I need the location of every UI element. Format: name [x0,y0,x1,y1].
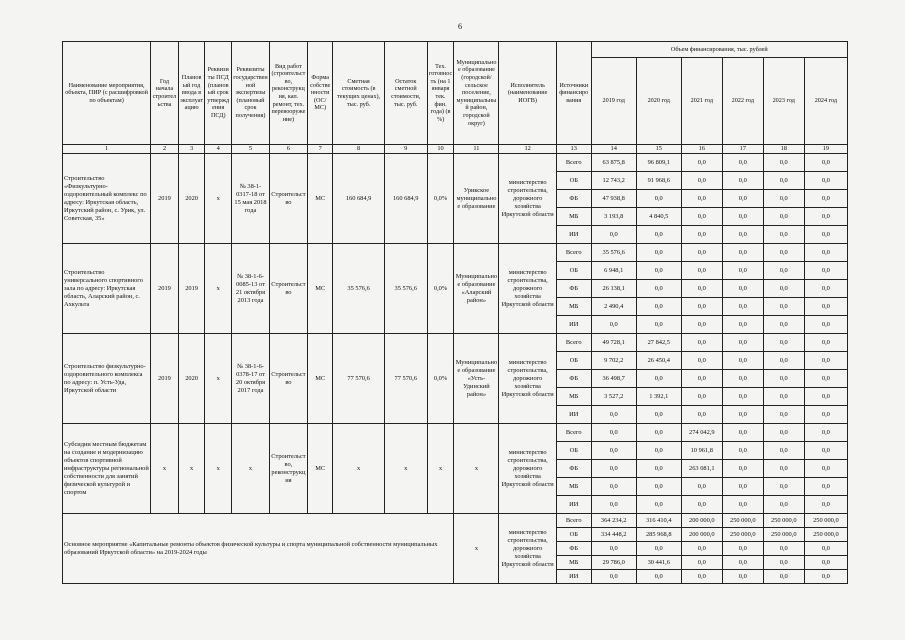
project-req-psd: х [205,334,232,424]
amount-cell: 2 490,4 [591,298,636,316]
amount-cell: 0,0 [636,542,681,556]
project-year-start: 2019 [151,334,179,424]
project-remaining: 35 576,6 [384,244,427,334]
amount-cell: 0,0 [636,424,681,442]
source-label: Всего [556,424,591,442]
amount-cell: 0,0 [636,460,681,478]
source-label: МБ [556,556,591,570]
source-label: ОБ [556,352,591,370]
amount-cell: 0,0 [722,424,763,442]
project-readiness: х [427,424,454,514]
amount-cell: 0,0 [636,190,681,208]
amount-cell: 0,0 [681,406,722,424]
amount-cell: 0,0 [722,370,763,388]
project-req-psd: х [205,244,232,334]
source-label: ФБ [556,460,591,478]
amount-cell: 0,0 [722,460,763,478]
page-number: 6 [458,22,462,31]
source-label: ОБ [556,172,591,190]
amount-cell: 250 000,0 [804,514,847,528]
amount-cell: 0,0 [681,244,722,262]
amount-cell: 0,0 [591,424,636,442]
source-label: ФБ [556,370,591,388]
amount-cell: 0,0 [591,226,636,244]
amount-cell: 6 948,1 [591,262,636,280]
project-req-expert: х [232,424,270,514]
header-work-type: Вид работ (строительство, реконструкция, кап. ремонт, тех. перевооружение) [269,42,307,145]
project-remaining: 77 570,6 [384,334,427,424]
amount-cell: 0,0 [804,556,847,570]
amount-cell: 0,0 [804,280,847,298]
project-readiness: 0,0% [427,334,454,424]
project-year-start: х [151,424,179,514]
amount-cell: 0,0 [763,208,804,226]
amount-cell: 0,0 [763,154,804,172]
amount-cell: 0,0 [804,388,847,406]
main-event-municipality: х [454,514,499,584]
column-number: 1 [63,145,151,154]
amount-cell: 0,0 [763,370,804,388]
amount-cell: 30 441,6 [636,556,681,570]
table-row [63,424,848,442]
amount-cell: 0,0 [763,226,804,244]
source-label: ФБ [556,190,591,208]
amount-cell: 26 138,1 [591,280,636,298]
amount-cell: 200 000,0 [681,514,722,528]
amount-cell: 47 938,8 [591,190,636,208]
column-number: 8 [333,145,384,154]
project-cost: х [333,424,384,514]
amount-cell: 0,0 [763,280,804,298]
amount-cell: 12 743,2 [591,172,636,190]
amount-cell: 0,0 [681,334,722,352]
amount-cell: 0,0 [804,316,847,334]
source-label: ИИ [556,406,591,424]
amount-cell: 0,0 [804,424,847,442]
project-req-psd: х [205,154,232,244]
project-name: Строительство физкультурно-оздоровительного комплекса по адресу: п. Усть-Уда, Иркутской области [63,334,151,424]
project-year-plan: 2019 [178,244,205,334]
amount-cell: 1 392,1 [636,388,681,406]
amount-cell: 0,0 [804,570,847,584]
source-label: ФБ [556,280,591,298]
amount-cell: 0,0 [804,478,847,496]
header-municipality: Муниципальное образование (городской/сельское поселение, муниципальный район, городской округ) [454,42,499,145]
column-number: 16 [681,145,722,154]
amount-cell: 0,0 [681,154,722,172]
amount-cell: 0,0 [804,262,847,280]
amount-cell: 0,0 [763,570,804,584]
amount-cell: 0,0 [804,406,847,424]
source-label: ОБ [556,262,591,280]
amount-cell: 0,0 [804,352,847,370]
amount-cell: 250 000,0 [804,528,847,542]
project-work-type: Строительство [269,154,307,244]
amount-cell: 0,0 [681,298,722,316]
amount-cell: 0,0 [681,478,722,496]
amount-cell: 26 450,4 [636,352,681,370]
source-label: ФБ [556,542,591,556]
header-year-2023: 2023 год [763,58,804,145]
amount-cell: 0,0 [722,298,763,316]
amount-cell: 0,0 [636,316,681,334]
project-ownership: МС [307,154,333,244]
source-label: Всего [556,244,591,262]
source-label: ИИ [556,226,591,244]
source-label: МБ [556,478,591,496]
project-work-type: Строительство [269,244,307,334]
amount-cell: 0,0 [763,542,804,556]
column-number: 14 [591,145,636,154]
amount-cell: 0,0 [591,478,636,496]
source-label: МБ [556,388,591,406]
amount-cell: 0,0 [722,406,763,424]
table-row [63,334,848,352]
amount-cell: 0,0 [763,352,804,370]
amount-cell: 364 234,2 [591,514,636,528]
amount-cell: 0,0 [722,262,763,280]
amount-cell: 0,0 [681,280,722,298]
amount-cell: 0,0 [804,244,847,262]
project-work-type: Строительство [269,334,307,424]
amount-cell: 0,0 [636,226,681,244]
amount-cell: 250 000,0 [722,528,763,542]
amount-cell: 0,0 [763,556,804,570]
source-label: Всего [556,154,591,172]
header-year-2024: 2024 год [804,58,847,145]
amount-cell: 0,0 [763,262,804,280]
amount-cell: 0,0 [804,460,847,478]
project-ownership: МС [307,424,333,514]
amount-cell: 9 702,2 [591,352,636,370]
amount-cell: 285 968,8 [636,528,681,542]
amount-cell: 0,0 [591,496,636,514]
header-remaining: Остаток сметной стоимости, тыс. руб. [384,42,427,145]
amount-cell: 0,0 [722,316,763,334]
amount-cell: 0,0 [763,478,804,496]
column-number: 15 [636,145,681,154]
amount-cell: 0,0 [591,570,636,584]
amount-cell: 334 448,2 [591,528,636,542]
source-label: ОБ [556,442,591,460]
amount-cell: 0,0 [804,542,847,556]
amount-cell: 63 875,8 [591,154,636,172]
header-name: Наименование мероприятия, объекта, ПИР (с расшифровкой по объектам) [63,42,151,145]
header-year-plan: Плановый год ввода в эксплуатацию [178,42,205,145]
column-number: 19 [804,145,847,154]
amount-cell: 0,0 [763,316,804,334]
amount-cell: 0,0 [636,478,681,496]
project-year-start: 2019 [151,154,179,244]
amount-cell: 0,0 [722,244,763,262]
project-year-plan: х [178,424,205,514]
amount-cell: 0,0 [804,172,847,190]
amount-cell: 0,0 [722,280,763,298]
source-label: ОБ [556,528,591,542]
column-number: 6 [269,145,307,154]
project-req-expert: № 38-1-0317-18 от 15 мая 2018 года [232,154,270,244]
header-req-expert: Реквизиты государственной экспертизы (плановый срок получения) [232,42,270,145]
project-ownership: МС [307,244,333,334]
amount-cell: 263 081,1 [681,460,722,478]
amount-cell: 0,0 [722,226,763,244]
amount-cell: 96 809,1 [636,154,681,172]
project-municipality: Муниципальное образование «Аларский район» [454,244,499,334]
amount-cell: 0,0 [681,570,722,584]
amount-cell: 0,0 [763,388,804,406]
source-label: ИИ [556,316,591,334]
amount-cell: 0,0 [591,542,636,556]
amount-cell: 0,0 [636,298,681,316]
project-name: Строительство «Физкультурно-оздоровительный комплекс по адресу: Иркутская область, Иркутский район, с. Урик, ул. Советская, 35» [63,154,151,244]
amount-cell: 0,0 [722,542,763,556]
amount-cell: 0,0 [722,190,763,208]
amount-cell: 49 728,1 [591,334,636,352]
amount-cell: 0,0 [804,298,847,316]
amount-cell: 200 000,0 [681,528,722,542]
amount-cell: 0,0 [722,570,763,584]
project-name: Строительство универсального спортивного зала по адресу: Иркутская область, Аларский район, с. Ахкульта [63,244,151,334]
amount-cell: 0,0 [681,388,722,406]
project-ownership: МС [307,334,333,424]
amount-cell: 0,0 [722,442,763,460]
amount-cell: 10 961,8 [681,442,722,460]
amount-cell: 0,0 [681,190,722,208]
amount-cell: 0,0 [681,556,722,570]
column-number: 18 [763,145,804,154]
header-year-2020: 2020 год [636,58,681,145]
column-number: 5 [232,145,270,154]
project-remaining: 160 684,9 [384,154,427,244]
main-event-executor: министерство строительства, дорожного хозяйства Иркутской области [499,514,556,584]
header-year-2021: 2021 год [681,58,722,145]
financing-table [62,41,848,584]
source-label: МБ [556,298,591,316]
column-number: 10 [427,145,454,154]
amount-cell: 0,0 [763,190,804,208]
project-remaining: х [384,424,427,514]
amount-cell: 0,0 [722,334,763,352]
amount-cell: 0,0 [636,370,681,388]
amount-cell: 0,0 [591,316,636,334]
header-req-psd: Реквизиты ПСД (плановый срок утверждения ПСД) [205,42,232,145]
column-number: 7 [307,145,333,154]
amount-cell: 0,0 [804,334,847,352]
project-municipality: х [454,424,499,514]
amount-cell: 0,0 [636,244,681,262]
header-cost: Сметная стоимость (в текущих ценах), тыс. руб. [333,42,384,145]
column-number: 3 [178,145,205,154]
source-label: МБ [556,208,591,226]
amount-cell: 0,0 [763,172,804,190]
amount-cell: 36 498,7 [591,370,636,388]
column-number: 13 [556,145,591,154]
column-number: 2 [151,145,179,154]
project-work-type: Строительство, реконструкция [269,424,307,514]
column-number: 17 [722,145,763,154]
amount-cell: 0,0 [804,442,847,460]
project-year-plan: 2020 [178,154,205,244]
header-financing: Объем финансирования, тыс. рублей [591,42,847,58]
amount-cell: 0,0 [722,208,763,226]
amount-cell: 0,0 [591,406,636,424]
amount-cell: 0,0 [763,442,804,460]
project-readiness: 0,0% [427,244,454,334]
amount-cell: 27 842,5 [636,334,681,352]
amount-cell: 316 410,4 [636,514,681,528]
amount-cell: 0,0 [681,226,722,244]
header-executor: Исполнитель (наименование ИОГВ) [499,42,556,145]
project-executor: министерство строительства, дорожного хозяйства Иркутской области [499,244,556,334]
column-number-row [63,145,848,154]
column-number: 9 [384,145,427,154]
amount-cell: 0,0 [722,172,763,190]
amount-cell: 0,0 [722,478,763,496]
amount-cell: 0,0 [636,406,681,424]
header-row [63,42,848,58]
amount-cell: 4 840,5 [636,208,681,226]
amount-cell: 0,0 [804,496,847,514]
amount-cell: 0,0 [763,424,804,442]
amount-cell: 250 000,0 [763,528,804,542]
amount-cell: 0,0 [722,388,763,406]
amount-cell: 0,0 [763,406,804,424]
amount-cell: 0,0 [681,172,722,190]
project-req-expert: № 38-1-6-0085-13 от 21 октября 2013 года [232,244,270,334]
amount-cell: 0,0 [763,244,804,262]
amount-cell: 274 042,9 [681,424,722,442]
amount-cell: 3 527,2 [591,388,636,406]
amount-cell: 0,0 [591,442,636,460]
project-cost: 35 576,6 [333,244,384,334]
amount-cell: 0,0 [763,460,804,478]
amount-cell: 0,0 [722,496,763,514]
header-source: Источники финансирования [556,42,591,145]
amount-cell: 0,0 [636,496,681,514]
table-row [63,514,848,528]
project-municipality: Урикское муниципальное образование [454,154,499,244]
project-cost: 77 570,6 [333,334,384,424]
amount-cell: 0,0 [804,370,847,388]
amount-cell: 250 000,0 [722,514,763,528]
project-year-start: 2019 [151,244,179,334]
amount-cell: 91 968,6 [636,172,681,190]
amount-cell: 0,0 [681,542,722,556]
amount-cell: 0,0 [804,208,847,226]
project-executor: министерство строительства, дорожного хозяйства Иркутской области [499,154,556,244]
amount-cell: 0,0 [804,226,847,244]
amount-cell: 0,0 [763,496,804,514]
amount-cell: 0,0 [636,570,681,584]
source-label: ИИ [556,496,591,514]
project-name: Субсидии местным бюджетам на создание и модернизацию объектов спортивной инфраструктуры региональной собственности для занятий физической культурой и спортом [63,424,151,514]
source-label: Всего [556,334,591,352]
project-cost: 160 684,9 [333,154,384,244]
project-executor: министерство строительства, дорожного хозяйства Иркутской области [499,334,556,424]
amount-cell: 0,0 [722,352,763,370]
amount-cell: 0,0 [591,460,636,478]
amount-cell: 3 193,8 [591,208,636,226]
project-executor: министерство строительства, дорожного хозяйства Иркутской области [499,424,556,514]
amount-cell: 0,0 [804,190,847,208]
header-year-2022: 2022 год [722,58,763,145]
amount-cell: 0,0 [722,154,763,172]
amount-cell: 29 786,0 [591,556,636,570]
project-year-plan: 2020 [178,334,205,424]
table-row [63,244,848,262]
table-row [63,154,848,172]
main-event-name: Основное мероприятие «Капитальные ремонты объектов физической культуры и спорта муниципальной собственности муниципальных образований Иркутской области» на 2019-2024 годы [63,514,454,584]
header-ownership: Форма собственности (ОС/МС) [307,42,333,145]
amount-cell: 0,0 [636,442,681,460]
amount-cell: 35 576,6 [591,244,636,262]
amount-cell: 0,0 [681,496,722,514]
amount-cell: 0,0 [681,352,722,370]
amount-cell: 0,0 [681,316,722,334]
header-readiness: Тех. готовность (на 1 января тек. фин. года) (в %) [427,42,454,145]
amount-cell: 0,0 [763,298,804,316]
amount-cell: 0,0 [636,262,681,280]
header-year-2019: 2019 год [591,58,636,145]
amount-cell: 0,0 [681,208,722,226]
project-req-psd: х [205,424,232,514]
column-number: 12 [499,145,556,154]
amount-cell: 0,0 [636,280,681,298]
amount-cell: 0,0 [763,334,804,352]
amount-cell: 0,0 [681,370,722,388]
project-req-expert: № 38-1-6-0378-17 от 20 октября 2017 года [232,334,270,424]
amount-cell: 0,0 [681,262,722,280]
project-readiness: 0,0% [427,154,454,244]
amount-cell: 0,0 [722,556,763,570]
amount-cell: 250 000,0 [763,514,804,528]
column-number: 4 [205,145,232,154]
header-year-start: Год начала строительства [151,42,179,145]
amount-cell: 0,0 [804,154,847,172]
source-label: ИИ [556,570,591,584]
source-label: Всего [556,514,591,528]
column-number: 11 [454,145,499,154]
project-municipality: Муниципальное образование «Усть-Удинский район» [454,334,499,424]
